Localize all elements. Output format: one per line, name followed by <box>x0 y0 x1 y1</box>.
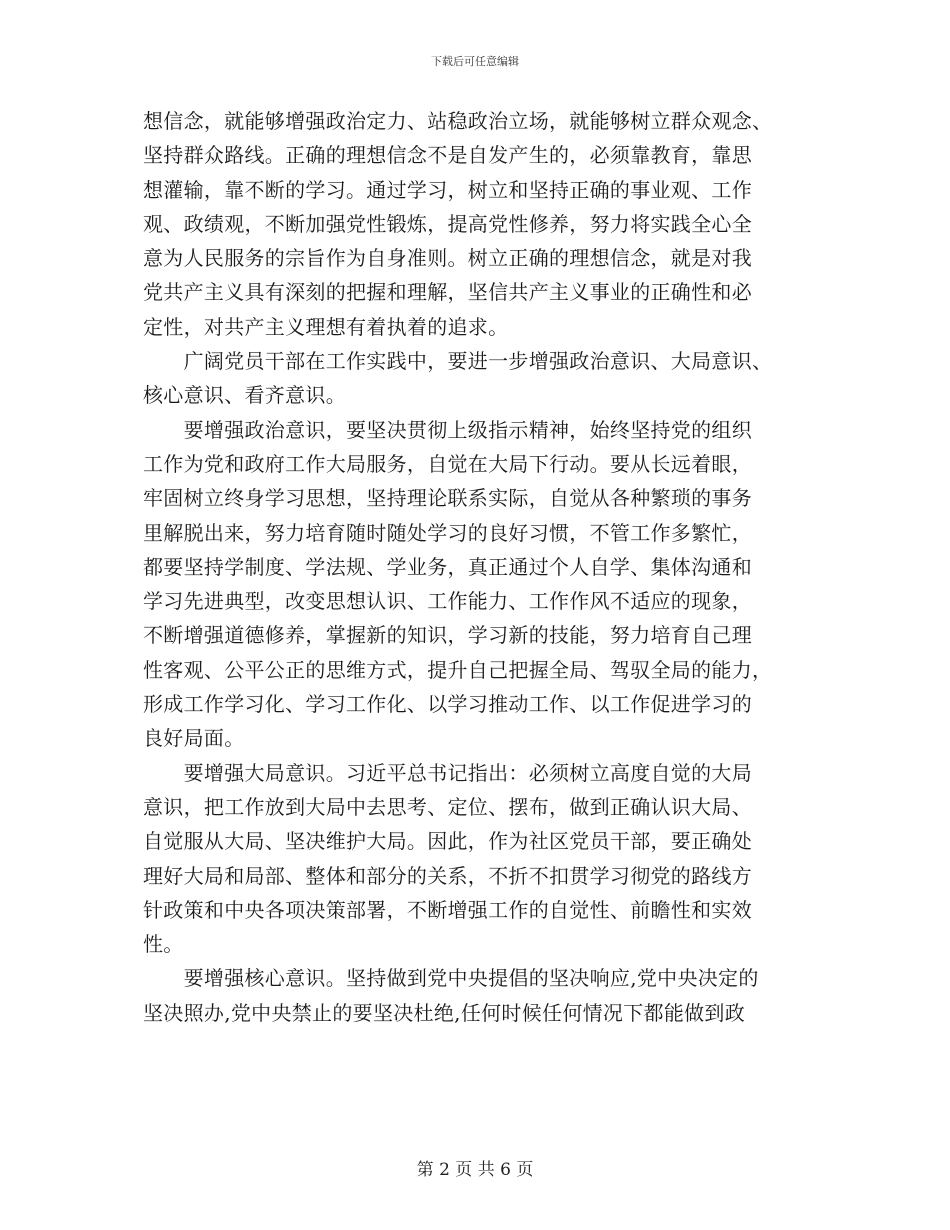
text-line: 学习先进典型，改变思想认识、工作能力、工作作风不适应的现象， <box>143 589 752 614</box>
text-line: 坚决照办,党中央禁止的要坚决杜绝,任何时候任何情况下都能做到政 <box>143 1000 746 1025</box>
text-line: 里解脱出来，努力培育随时随处学习的良好习惯，不管工作多繁忙， <box>143 520 752 545</box>
text-line: 要增强大局意识。习近平总书记指出：必须树立高度自觉的大局 <box>143 760 752 785</box>
text-line: 坚持群众路线。正确的理想信念不是自发产生的，必须靠教育，靠思 <box>143 143 752 168</box>
text-line: 性。 <box>143 932 184 957</box>
text-line: 广阔党员干部在工作实践中，要进一步增强政治意识、大局意识、 <box>143 349 773 374</box>
text-line: 想灌输，靠不断的学习。通过学习，树立和坚持正确的事业观、工作 <box>143 177 752 202</box>
text-line: 都要坚持学制度、学法规、学业务，真正通过个人自学、集体沟通和 <box>143 554 752 579</box>
text-line: 性客观、公平公正的思维方式，提升自己把握全局、驾驭全局的能力， <box>143 657 773 682</box>
text-line: 针政策和中央各项决策部署，不断增强工作的自觉性、前瞻性和实效 <box>143 897 752 922</box>
text-line: 意为人民服务的宗旨作为自身准则。树立正确的理想信念，就是对我 <box>143 246 752 271</box>
page-number-footer: 第 2 页 共 6 页 <box>416 1160 534 1180</box>
text-line: 牢固树立终身学习思想，坚持理论联系实际，自觉从各种繁琐的事务 <box>143 486 752 511</box>
text-line: 定性，对共产主义理想有着执着的追求。 <box>143 314 509 339</box>
text-line: 要增强政治意识，要坚决贯彻上级指示精神，始终坚持党的组织 <box>143 417 752 442</box>
text-line: 理好大局和局部、整体和部分的关系，不折不扣贯学习彻党的路线方 <box>143 863 752 888</box>
text-line: 自觉服从大局、坚决维护大局。因此，作为社区党员干部，要正确处 <box>143 829 752 854</box>
text-line: 形成工作学习化、学习工作化、以学习推动工作、以工作促进学习的 <box>143 692 752 717</box>
text-line: 良好局面。 <box>143 726 245 751</box>
page-header: 下载后可任意编辑 <box>431 55 519 68</box>
text-line: 不断增强道德修养，掌握新的知识，学习新的技能，努力培育自己理 <box>143 623 752 648</box>
text-line: 工作为党和政府工作大局服务，自觉在大局下行动。要从长远着眼， <box>143 451 752 476</box>
text-line: 党共产主义具有深刻的把握和理解，坚信共产主义事业的正确性和必 <box>143 280 752 305</box>
document-body <box>143 104 813 1030</box>
text-line: 核心意识、看齐意识。 <box>143 383 346 408</box>
text-line: 观、政绩观，不断加强党性锻炼，提高党性修养，努力将实践全心全 <box>143 211 752 236</box>
text-line: 想信念，就能够增强政治定力、站稳政治立场，就能够树立群众观念、 <box>143 109 773 133</box>
text-line: 意识，把工作放到大局中去思考、定位、摆布，做到正确认识大局、 <box>143 794 752 819</box>
text-line: 要增强核心意识。坚持做到党中央提倡的坚决响应,党中央决定的 <box>143 966 759 991</box>
